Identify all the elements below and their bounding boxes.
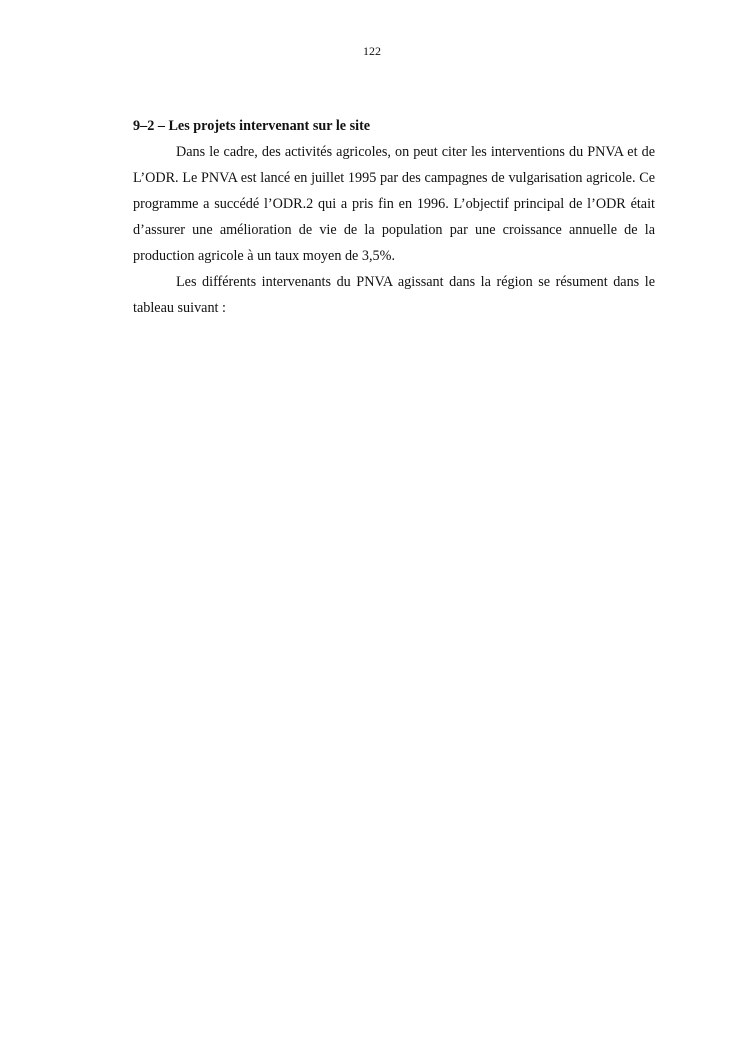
document-body [133,113,655,321]
paragraph-1: Dans le cadre, des activités agricoles, on peut citer les interventions du PNVA et de L’ODR. Le PNVA est lancé en juillet 1995 par des campagnes de vulgarisation agricole. Ce programme a succédé l’ODR.2 qui a pris fin en 1996. L’objectif principal de l’ODR était d’assurer une amélioration de vie de la population par une croissance annuelle de la production agricole à un taux moyen de 3,5%. [133,144,655,264]
section-heading: 9–2 – Les projets intervenant sur le site [133,118,371,134]
paragraph-2: Les différents intervenants du PNVA agissant dans la région se résument dans le tableau suivant : [133,274,655,316]
page-number: 122 [363,44,381,58]
